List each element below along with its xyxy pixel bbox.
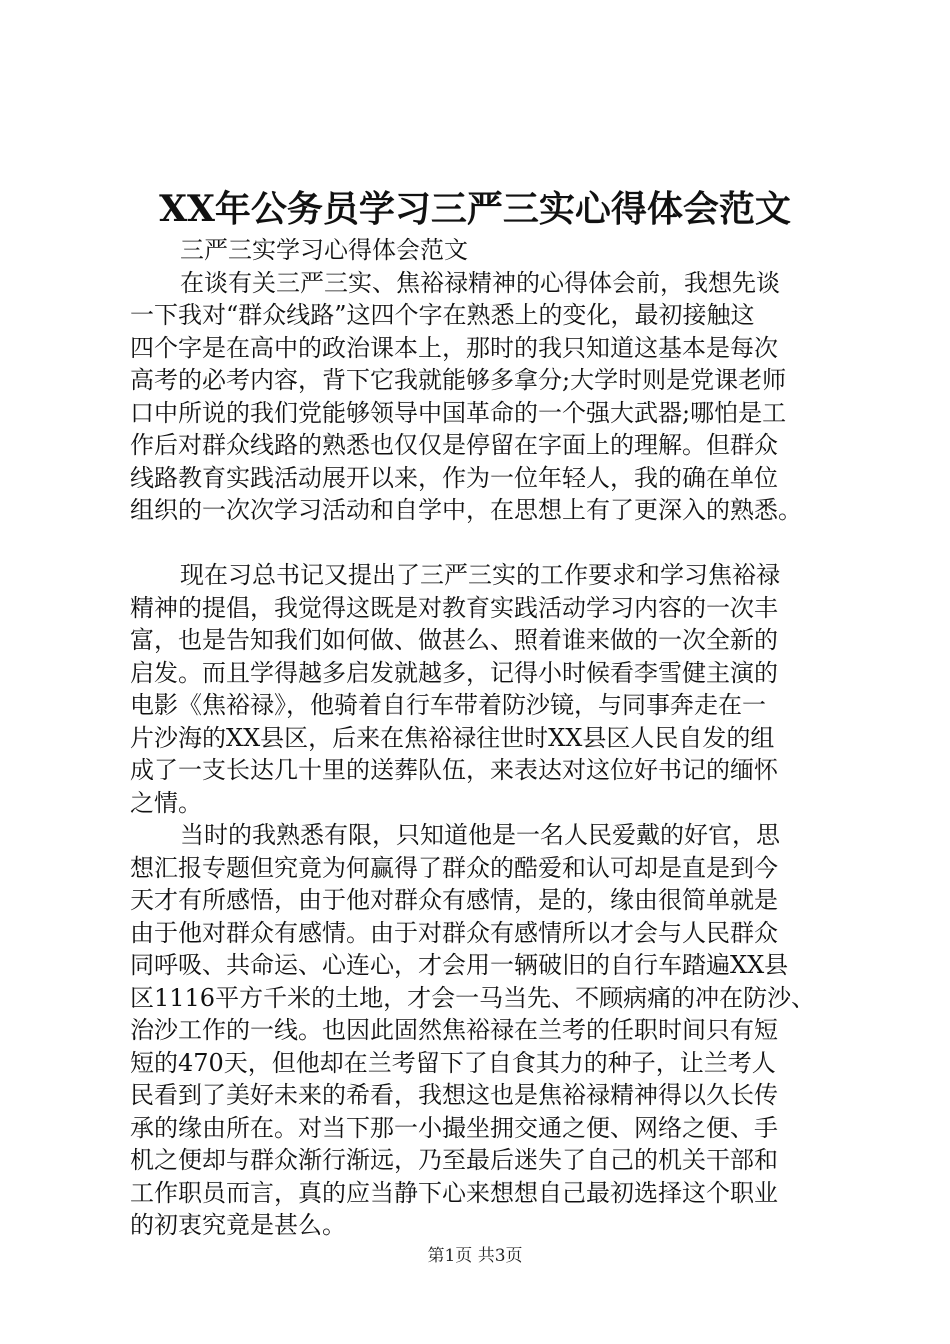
paragraph-line: 当时的我熟悉有限，只知道他是一名人民爱戴的好官，思 xyxy=(180,821,780,849)
page-number-footer: 第1页 共3页 xyxy=(427,1246,523,1266)
paragraph-line: 机之便却与群众渐行渐远，乃至最后迷失了自己的机关干部和 xyxy=(130,1146,778,1174)
paragraph-line: 四个字是在高中的政治课本上，那时的我只知道这基本是每次 xyxy=(130,333,778,362)
document-body xyxy=(130,234,830,1242)
paragraph-line: 承的缘由所在。对当下那一小撮坐拥交通之便、网络之便、手 xyxy=(130,1113,778,1142)
paragraph-line: 口中所说的我们党能够领导中国革命的一个强大武器;哪怕是工 xyxy=(130,398,787,427)
paragraph-line: 治沙工作的一线。也因此固然焦裕禄在兰考的任职时间只有短 xyxy=(130,1016,778,1044)
paragraph-line: 同呼吸、共命运、心连心，才会用一辆破旧的自行车踏遍XX县 xyxy=(130,951,789,979)
paragraph-line: 电影《焦裕禄》，他骑着自行车带着防沙镜，与同事奔走在一 xyxy=(130,691,766,719)
paragraph-line: 的初衷究竟是甚么。 xyxy=(130,1211,346,1239)
paragraph-1 xyxy=(130,267,830,527)
paragraph-line: 线路教育实践活动展开以来，作为一位年轻人，我的确在单位 xyxy=(130,463,778,492)
paragraph-line: 在谈有关三严三实、焦裕禄精神的心得体会前，我想先谈 xyxy=(180,268,780,297)
paragraph-2 xyxy=(130,559,830,819)
paragraph-line: 一下我对“群众线路”这四个字在熟悉上的变化，最初接触这 xyxy=(130,301,755,329)
paragraph-line: 组织的一次次学习活动和自学中，在思想上有了更深入的熟悉。 xyxy=(130,496,802,524)
paragraph-line: 成了一支长达几十里的送葬队伍，来表达对这位好书记的缅怀 xyxy=(130,756,778,784)
paragraph-line: 富，也是告知我们如何做、做甚么、照着谁来做的一次全新的 xyxy=(130,626,778,654)
document-title: XX年公务员学习三严三实心得体会范文 xyxy=(159,188,791,230)
paragraph-line: 高考的必考内容，背下它我就能够多拿分;大学时则是党课老师 xyxy=(130,366,787,394)
paragraph-line: 由于他对群众有感情。由于对群众有感情所以才会与人民群众 xyxy=(130,918,778,947)
paragraph-gap xyxy=(130,527,830,560)
paragraph-line: 之情。 xyxy=(130,788,202,817)
paragraph-line: 天才有所感悟，由于他对群众有感情，是的，缘由很简单就是 xyxy=(130,886,778,914)
paragraph-line: 想汇报专题但究竟为何赢得了群众的酷爱和认可却是直是到今 xyxy=(130,853,778,882)
paragraph-line: 民看到了美好未来的希看，我想这也是焦裕禄精神得以久长传 xyxy=(130,1081,778,1109)
paragraph-line: 短的470天，但他却在兰考留下了自食其力的种子，让兰考人 xyxy=(130,1048,776,1077)
paragraph-line: 片沙海的XX县区，后来在焦裕禄往世时XX县区人民自发的组 xyxy=(130,723,775,752)
paragraph-line: 作后对群众线路的熟悉也仅仅是停留在字面上的理解。但群众 xyxy=(130,431,778,459)
paragraph-line: 工作职员而言，真的应当静下心来想想自己最初选择这个职业 xyxy=(130,1178,778,1207)
document-subtitle: 三严三实学习心得体会范文 xyxy=(180,236,468,264)
paragraph-line: 现在习总书记又提出了三严三实的工作要求和学习焦裕禄 xyxy=(180,561,780,589)
paragraph-3 xyxy=(130,819,830,1242)
paragraph-line: 精神的提倡，我觉得这既是对教育实践活动学习内容的一次丰 xyxy=(130,593,778,622)
paragraph-line: 启发。而且学得越多启发就越多，记得小时候看李雪健主演的 xyxy=(130,658,778,687)
paragraph-line: 区1116平方千米的土地，才会一马当先、不顾病痛的冲在防沙、 xyxy=(130,983,816,1012)
